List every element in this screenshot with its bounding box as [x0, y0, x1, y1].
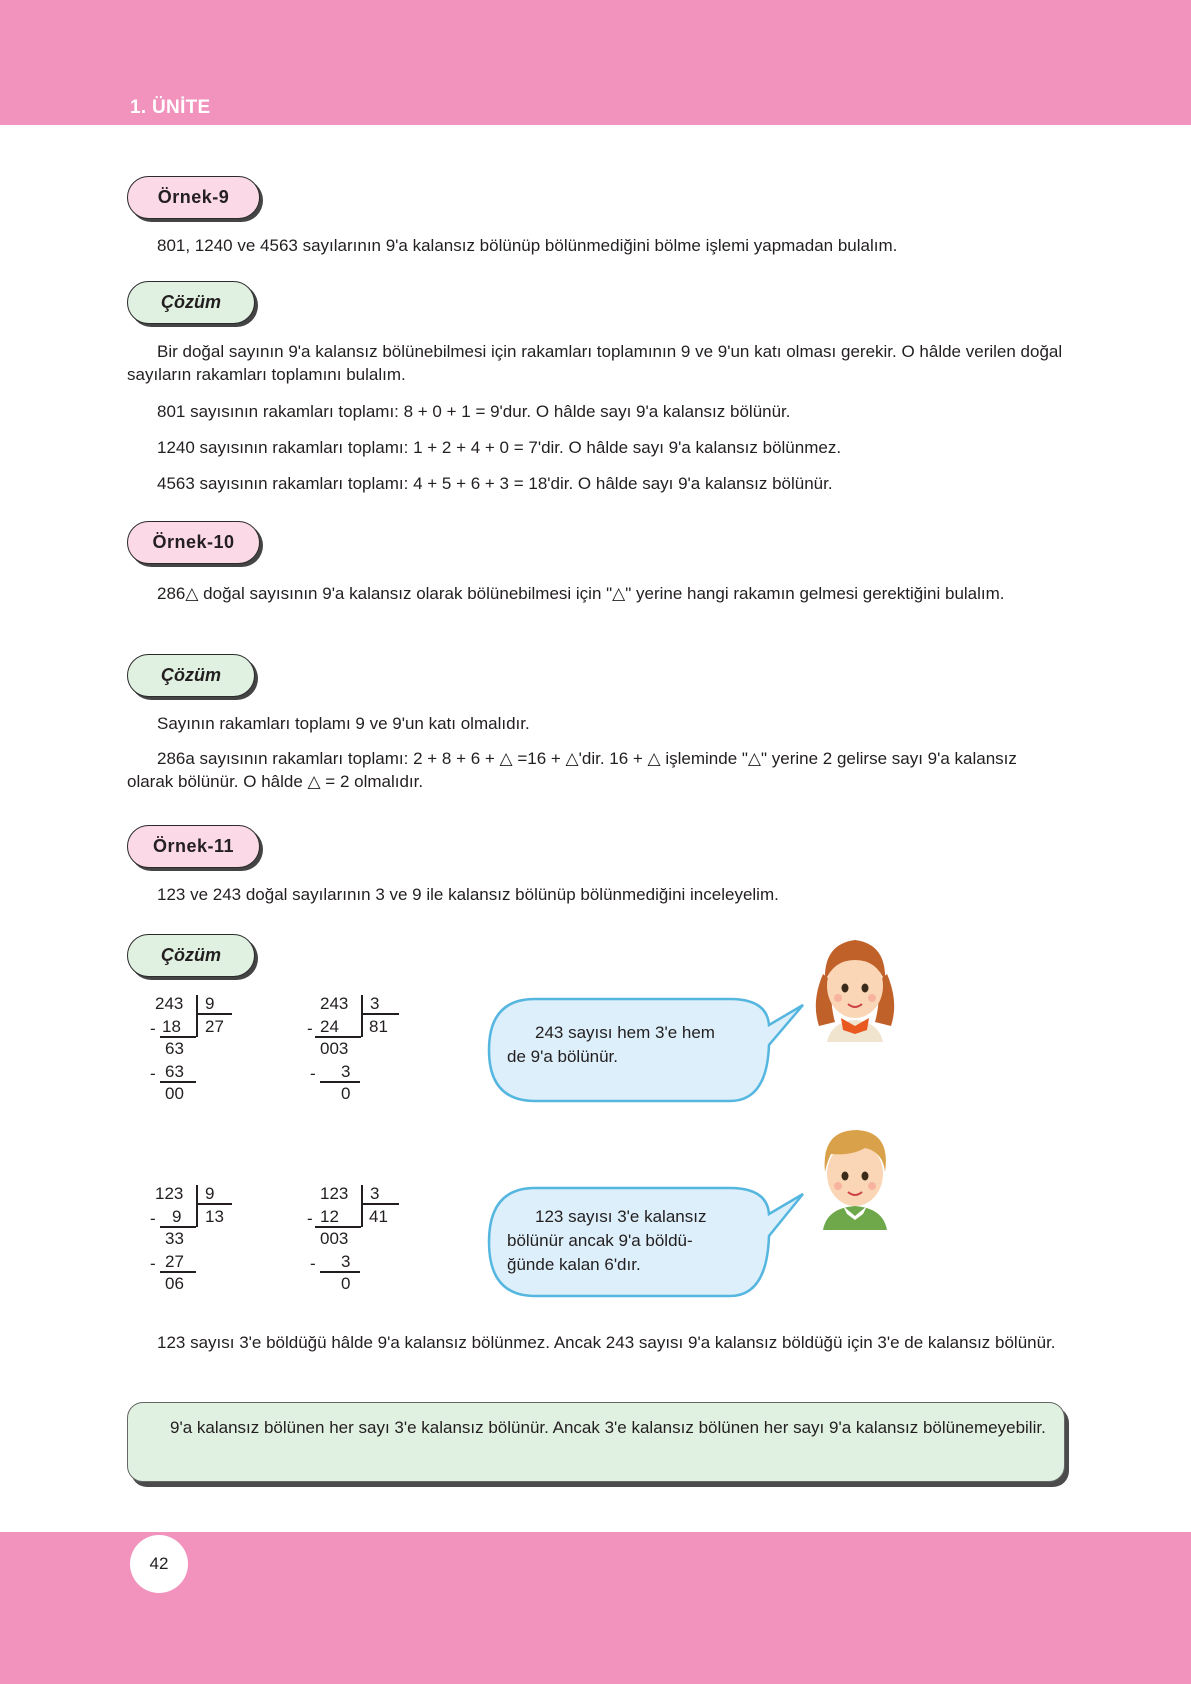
- bubble-2-line-1: 123 sayısı 3'e kalansız: [535, 1207, 707, 1226]
- example-10-label: Örnek-10: [127, 521, 260, 564]
- division-123-by-3: 123 3 41 - 12 003 - 3 0: [305, 1183, 395, 1295]
- division-123-by-9: 123 9 13 - 9 33 - 27 06: [150, 1183, 240, 1295]
- division-243-by-3: 243 3 81 - 24 003 - 3 0: [305, 993, 395, 1105]
- division-243-by-9: 243 9 27 - 18 63 - 63 00: [150, 993, 240, 1105]
- solution-2-line-1: Sayının rakamları toplamı 9 ve 9'un katı olmalıdır.: [157, 714, 530, 733]
- solution-1-label: Çözüm: [127, 281, 255, 324]
- bubble-1-line-2: de 9'a bölünür.: [507, 1047, 619, 1066]
- girl-character-icon: [805, 930, 905, 1042]
- bubble-2-line-2: bölünür ancak 9'a böldü-: [507, 1231, 693, 1250]
- solution-2-label: Çözüm: [127, 654, 255, 697]
- rule-note-text: 9'a kalansız bölünen her sayı 3'e kalansız bölünür. Ancak 3'e kalansız bölünen her sayı 9'a kalansız bölünemeyebilir.: [170, 1418, 1046, 1437]
- rule-note-box: [127, 1402, 1065, 1482]
- solution-1-line-2: 1240 sayısının rakamları toplamı: 1 + 2 + 4 + 0 = 7'dir. O hâlde sayı 9'a kalansız bölünmez.: [157, 438, 842, 457]
- solution-1-line-1: 801 sayısının rakamları toplamı: 8 + 0 + 1 = 9'dur. O hâlde sayı 9'a kalansız bölünür.: [157, 402, 791, 421]
- solution-2-line-2: 286a sayısının rakamları toplamı: 2 + 8 + 6 + △ =16 + △'dir. 16 + △ işleminde "△" yerine 2 gelirse sayı 9'a kalansız olarak bölünür. O hâlde △ = 2 olmalıdır.: [127, 749, 1017, 791]
- bubble-2-line-3: ğünde kalan 6'dır.: [507, 1255, 641, 1274]
- speech-bubble-1: [485, 995, 805, 1105]
- example-11-label: Örnek-11: [127, 825, 260, 868]
- page-number: 42: [130, 1535, 188, 1593]
- bubble-1-line-1: 243 sayısı hem 3'e hem: [535, 1023, 715, 1042]
- boy-character-icon: [805, 1118, 905, 1230]
- example-9-label: Örnek-9: [127, 176, 260, 219]
- example-9-question: 801, 1240 ve 4563 sayılarının 9'a kalansız bölünüp bölünmediğini bölme işlemi yapmadan bulalım.: [157, 236, 898, 255]
- solution-3-label: Çözüm: [127, 934, 255, 977]
- example-10-question: 286△ doğal sayısının 9'a kalansız olarak bölünebilmesi için "△" yerine hangi rakamın gelmesi gerektiğini bulalım.: [157, 584, 1005, 603]
- speech-bubble-2: [485, 1184, 805, 1300]
- unit-label: 1. ÜNİTE: [130, 97, 211, 118]
- solution-1-intro: Bir doğal sayının 9'a kalansız bölünebilmesi için rakamları toplamının 9 ve 9'un katı olması gerekir. O hâlde verilen doğal sayıların rakamları toplamını bulalım.: [127, 342, 1063, 384]
- solution-1-line-3: 4563 sayısının rakamları toplamı: 4 + 5 + 6 + 3 = 18'dir. O hâlde sayı 9'a kalansız bölünür.: [157, 474, 833, 493]
- conclusion-text: 123 sayısı 3'e böldüğü hâlde 9'a kalansız bölünmez. Ancak 243 sayısı 9'a kalansız böldüğü için 3'e de kalansız bölünür.: [157, 1333, 1056, 1352]
- example-11-question: 123 ve 243 doğal sayılarının 3 ve 9 ile kalansız bölünüp bölünmediğini inceleyelim.: [157, 885, 779, 904]
